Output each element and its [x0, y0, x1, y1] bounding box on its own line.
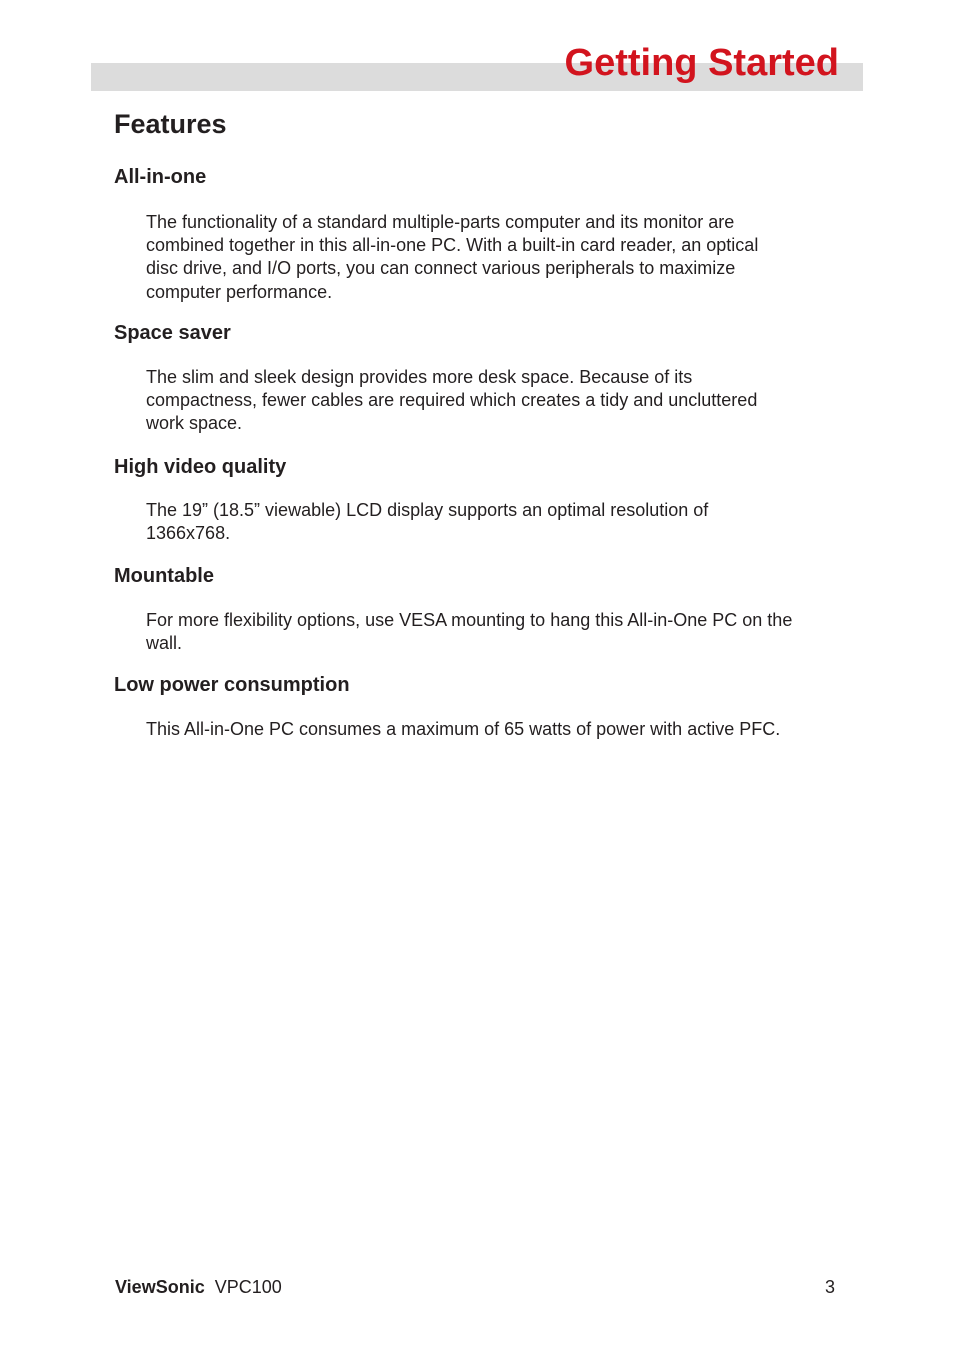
body-line: This All-in-One PC consumes a maximum of 65 watts of power with active PFC.: [146, 719, 781, 739]
footer-brand: ViewSonic: [115, 1277, 205, 1297]
body-line: combined together in this all-in-one PC. With a built-in card reader, an optical: [146, 235, 759, 256]
section-heading-low-power-consumption: Low power consumption: [114, 674, 350, 696]
section-body-mountable: [146, 609, 846, 655]
body-line: wall.: [146, 633, 183, 654]
chapter-title: Getting Started: [564, 42, 839, 84]
section-heading-mountable: Mountable: [114, 565, 214, 587]
section-heading-all-in-one: All-in-one: [114, 166, 207, 188]
body-line: disc drive, and I/O ports, you can connect various peripherals to maximize: [146, 258, 736, 279]
body-line: computer performance.: [146, 281, 333, 302]
body-line: 1366x768.: [146, 523, 231, 544]
section-heading-high-video-quality: High video quality: [114, 456, 287, 478]
body-line: work space.: [146, 413, 243, 434]
footer-product: [115, 1276, 282, 1298]
page-number: 3: [824, 1277, 835, 1297]
body-line: The functionality of a standard multiple-parts computer and its monitor are: [146, 212, 735, 232]
section-body-space-saver: [146, 366, 846, 436]
body-line: The 19” (18.5” viewable) LCD display supports an optimal resolution of: [146, 500, 709, 520]
section-body-all-in-one: [146, 211, 846, 304]
body-line: For more flexibility options, use VESA mounting to hang this All-in-One PC on the: [146, 610, 793, 630]
footer-model: VPC100: [214, 1277, 282, 1297]
page-title: Features: [114, 109, 227, 139]
section-heading-space-saver: Space saver: [114, 322, 231, 344]
body-line: compactness, fewer cables are required which creates a tidy and uncluttered: [146, 390, 758, 411]
section-body-high-video-quality: [146, 499, 846, 545]
section-body-low-power-consumption: [146, 718, 846, 741]
body-line: The slim and sleek design provides more desk space. Because of its: [146, 367, 693, 387]
